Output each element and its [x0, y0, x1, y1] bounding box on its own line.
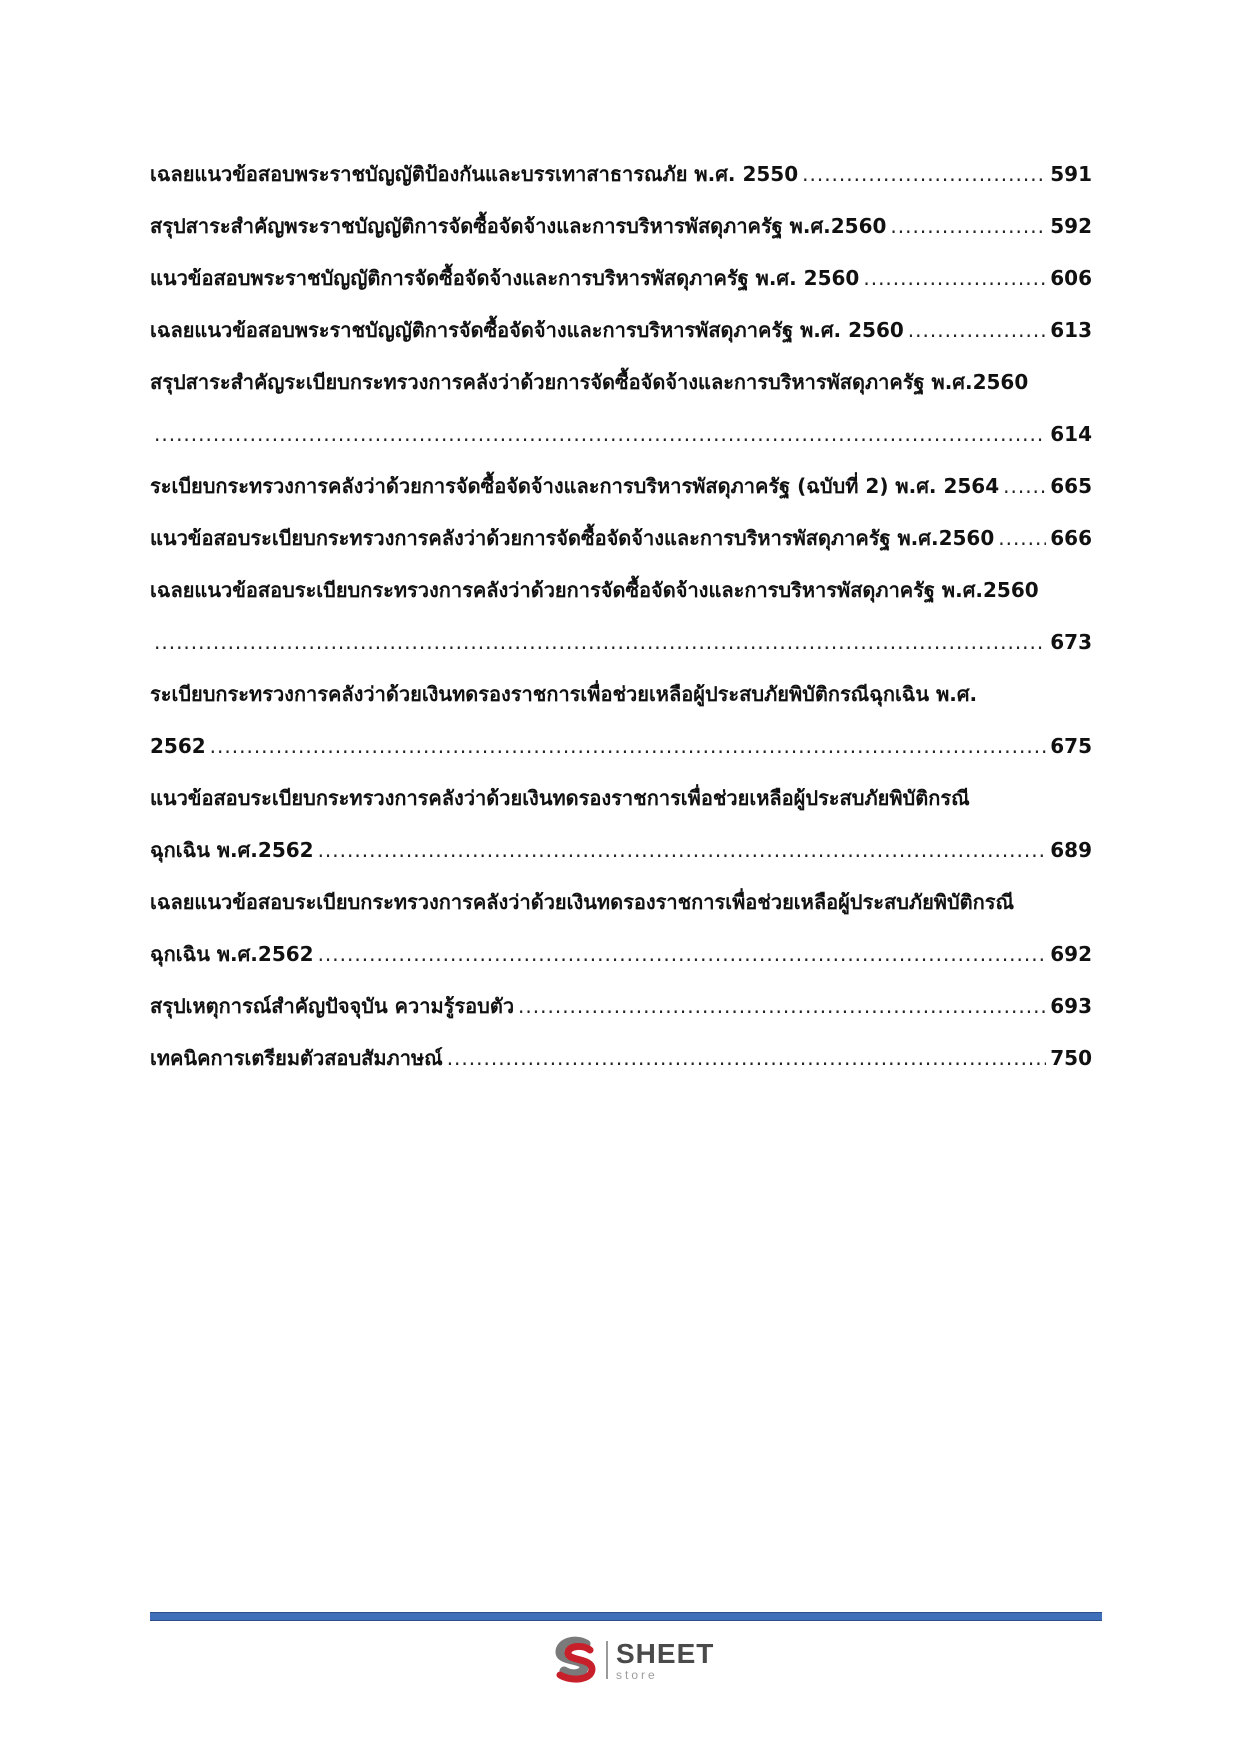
toc-entry-page: 673 [1050, 630, 1092, 654]
toc-entry[interactable] [150, 772, 1092, 876]
toc-entry-title: ระเบียบกระทรวงการคลังว่าด้วยการจัดซื้อจัดจ้างและการบริหารพัสดุภาครัฐ (ฉบับที่ 2) พ.ศ. 2564 [150, 474, 1000, 498]
leader-dots [908, 304, 1046, 356]
toc-entry-title: แนวข้อสอบพระราชบัญญัติการจัดซื้อจัดจ้างและการบริหารพัสดุภาครัฐ พ.ศ. 2560 [150, 266, 860, 290]
toc-entry[interactable] [150, 460, 1092, 512]
toc-entry[interactable] [150, 564, 1092, 668]
logo-word: SHEET [616, 1637, 715, 1669]
toc-entry[interactable] [150, 200, 1092, 252]
sheet-s-logo-icon [548, 1634, 600, 1686]
leader-dots [154, 408, 1046, 460]
leader-dots [154, 616, 1046, 668]
toc-entry-title: เฉลยแนวข้อสอบพระราชบัญญัติการจัดซื้อจัดจ้างและการบริหารพัสดุภาครัฐ พ.ศ. 2560 [150, 318, 904, 342]
toc-entry[interactable] [150, 512, 1092, 564]
toc-entry-title-cont: 2562 [150, 734, 206, 758]
leader-dots [890, 200, 1046, 252]
leader-dots [318, 824, 1047, 876]
toc-entry-title: เฉลยแนวข้อสอบพระราชบัญญัติป้องกันและบรรเทาสาธารณภัย พ.ศ. 2550 [150, 162, 799, 186]
logo-subword: store [616, 1667, 658, 1682]
leader-dots [863, 252, 1046, 304]
toc-entry[interactable] [150, 1032, 1092, 1084]
leader-dots [1003, 460, 1046, 512]
toc-entry[interactable] [150, 148, 1092, 200]
toc-entry[interactable] [150, 876, 1092, 980]
toc-entry-title-cont: ฉุกเฉิน พ.ศ.2562 [150, 942, 314, 966]
toc-entry-page: 750 [1050, 1046, 1092, 1070]
toc-entry[interactable] [150, 980, 1092, 1032]
toc-entry-page: 666 [1050, 526, 1092, 550]
toc-entry-title-cont: ฉุกเฉิน พ.ศ.2562 [150, 838, 314, 862]
leader-dots [318, 928, 1047, 980]
toc-entry-title: สรุปสาระสำคัญพระราชบัญญัติการจัดซื้อจัดจ้างและการบริหารพัสดุภาครัฐ พ.ศ.2560 [150, 214, 887, 238]
toc-entry-page: 665 [1050, 474, 1092, 498]
toc-entry-title: สรุปเหตุการณ์สำคัญปัจจุบัน ความรู้รอบตัว [150, 994, 515, 1018]
toc-entry-title: เฉลยแนวข้อสอบระเบียบกระทรวงการคลังว่าด้วยการจัดซื้อจัดจ้างและการบริหารพัสดุภาครัฐ พ.ศ.2560 [150, 578, 1039, 602]
toc-entry-page: 675 [1050, 734, 1092, 758]
sheet-store-logo [548, 1632, 728, 1688]
toc-entry-page: 592 [1050, 214, 1092, 238]
table-of-contents [150, 148, 1092, 1084]
toc-entry-page: 692 [1050, 942, 1092, 966]
toc-entry[interactable] [150, 304, 1092, 356]
toc-entry[interactable] [150, 356, 1092, 460]
toc-entry-title: เทคนิคการเตรียมตัวสอบสัมภาษณ์ [150, 1046, 443, 1070]
leader-dots [447, 1032, 1047, 1084]
leader-dots [802, 148, 1046, 200]
toc-entry-page: 689 [1050, 838, 1092, 862]
toc-entry-page: 606 [1050, 266, 1092, 290]
logo-wordmark [616, 1637, 715, 1682]
toc-entry-title: สรุปสาระสำคัญระเบียบกระทรวงการคลังว่าด้วยการจัดซื้อจัดจ้างและการบริหารพัสดุภาครัฐ พ.ศ.2560 [150, 370, 1029, 394]
toc-entry-title: ระเบียบกระทรวงการคลังว่าด้วยเงินทดรองราชการเพื่อช่วยเหลือผู้ประสบภัยพิบัติกรณีฉุกเฉิน พ.ศ. [150, 682, 978, 706]
logo-separator [606, 1641, 608, 1679]
footer-divider-bar [150, 1612, 1102, 1621]
leader-dots [518, 980, 1046, 1032]
toc-entry-page: 693 [1050, 994, 1092, 1018]
toc-entry-page: 613 [1050, 318, 1092, 342]
toc-entry[interactable] [150, 252, 1092, 304]
leader-dots [998, 512, 1046, 564]
toc-entry-page: 591 [1050, 162, 1092, 186]
toc-entry[interactable] [150, 668, 1092, 772]
toc-entry-title: แนวข้อสอบระเบียบกระทรวงการคลังว่าด้วยเงินทดรองราชการเพื่อช่วยเหลือผู้ประสบภัยพิบัติกรณี [150, 786, 970, 810]
leader-dots [210, 720, 1047, 772]
toc-entry-title: แนวข้อสอบระเบียบกระทรวงการคลังว่าด้วยการจัดซื้อจัดจ้างและการบริหารพัสดุภาครัฐ พ.ศ.2560 [150, 526, 995, 550]
toc-entry-title: เฉลยแนวข้อสอบระเบียบกระทรวงการคลังว่าด้วยเงินทดรองราชการเพื่อช่วยเหลือผู้ประสบภัยพิบัติกรณี [150, 890, 1015, 914]
toc-entry-page: 614 [1050, 422, 1092, 446]
